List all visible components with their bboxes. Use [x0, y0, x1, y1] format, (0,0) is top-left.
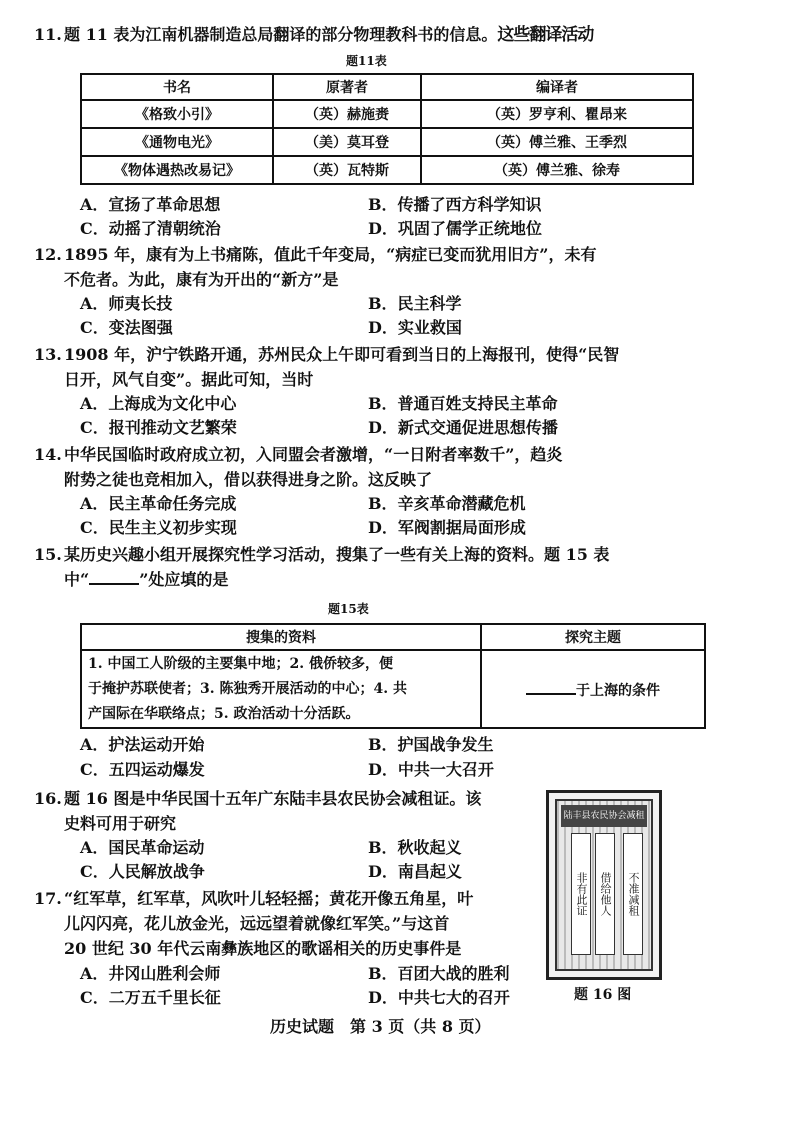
question-stem-line: 某历史兴趣小组开展探究性学习活动，搜集了一些有关上海的资料。题 15 表	[64, 545, 610, 564]
question-stem-line: 史料可用于研究	[64, 814, 177, 833]
certificate-column: 非有此证	[571, 833, 591, 955]
question-number: 13.	[34, 345, 62, 364]
question-stem-line: 日开，风气自变”。据此可知，当时	[64, 370, 314, 389]
option-c[interactable]: C．二万五千里长征	[80, 988, 221, 1007]
question-13	[34, 342, 774, 392]
question-stem-line: 20 世纪 30 年代云南彝族地区的歌谣相关的历史事件是	[64, 939, 462, 958]
option-a[interactable]: A．井冈山胜利会师	[80, 964, 221, 983]
question-number: 14.	[34, 445, 62, 464]
question-number: 11.	[34, 25, 62, 44]
table-cell: （英）傅兰雅、徐寿	[421, 156, 693, 184]
table-15	[80, 623, 706, 729]
question-stem-line: 中华民国临时政府成立初，入同盟会者激增，“一日附者率数千”，趋炎	[64, 445, 563, 464]
figure-16-caption: 题 16 图	[574, 987, 632, 1003]
option-d[interactable]: D．中共一大召开	[368, 760, 494, 779]
option-d[interactable]: D．中共七大的召开	[368, 988, 510, 1007]
table-header: 原著者	[273, 74, 421, 100]
question-14	[34, 442, 774, 492]
certificate-column: 借给他人	[595, 833, 615, 955]
option-b[interactable]: B．民主科学	[368, 294, 462, 313]
page-footer: 历史试题 第 3 页（共 8 页）	[270, 1017, 491, 1036]
option-d[interactable]: D．军阀割据局面形成	[368, 518, 526, 537]
question-stem-line: 题 16 图是中华民国十五年广东陆丰县农民协会减租证。该	[64, 789, 482, 808]
material-line: 于掩护苏联使者；3. 陈独秀开展活动的中心；4. 共	[88, 680, 407, 697]
answer-blank	[89, 569, 139, 585]
table-cell: 《通物电光》	[81, 128, 273, 156]
question-stem-line: 1908 年，沪宁铁路开通，苏州民众上午即可看到当日的上海报刊，使得“民智	[64, 345, 620, 364]
table-header: 探究主题	[481, 624, 705, 650]
certificate-column: 不准减租	[623, 833, 643, 955]
option-b[interactable]: B．辛亥革命潜藏危机	[368, 494, 526, 513]
material-line: 1. 中国工人阶级的主要集中地；2. 俄侨较多，便	[88, 655, 393, 672]
table-cell-topic	[481, 650, 705, 728]
table-11-title: 题11表	[346, 54, 387, 68]
question-15	[34, 542, 774, 592]
question-stem: 题 11 表为江南机器制造总局翻译的部分物理教科书的信息。	[64, 25, 498, 44]
question-stem-part: 中“	[64, 570, 90, 589]
question-number: 16.	[34, 789, 62, 808]
table-header: 编译者	[421, 74, 693, 100]
option-c[interactable]: C．动摇了清朝统治	[80, 219, 221, 238]
question-stem-line: 不危者。为此，康有为开出的“新方”是	[64, 270, 339, 289]
question-stem-line: “红军草，红军草，风吹叶儿轻轻摇；黄花开像五角星，叶	[64, 889, 474, 908]
option-a[interactable]: A．上海成为文化中心	[80, 394, 237, 413]
question-number: 17.	[34, 889, 62, 908]
table-cell: （美）莫耳登	[273, 128, 421, 156]
table-11	[80, 73, 694, 185]
topic-text: 于上海的条件	[576, 682, 660, 699]
option-b[interactable]: B．秋收起义	[368, 838, 462, 857]
question-11	[34, 22, 774, 48]
certificate-header: 陆丰县农民协会减租	[561, 805, 647, 827]
question-stem-part: ”处应填的是	[139, 570, 229, 589]
option-b[interactable]: B．护国战争发生	[368, 735, 494, 754]
option-a[interactable]: A．国民革命运动	[80, 838, 205, 857]
question-stem-line: 儿闪闪亮，花儿放金光，远远望着就像红军笑。”与这首	[64, 914, 450, 933]
table-cell: （英）瓦特斯	[273, 156, 421, 184]
option-a[interactable]: A．民主革命任务完成	[80, 494, 237, 513]
table-header: 搜集的资料	[81, 624, 481, 650]
table-cell: （英）赫施赉	[273, 100, 421, 128]
question-stem-line: 附势之徒也竞相加入，借以获得进身之阶。这反映了	[64, 470, 433, 489]
table-cell: （英）罗亨利、瞿昂来	[421, 100, 693, 128]
option-b[interactable]: B．传播了西方科学知识	[368, 195, 542, 214]
option-d[interactable]: D．巩固了儒学正统地位	[368, 219, 542, 238]
table-15-title: 题15表	[328, 602, 369, 616]
table-cell: 《物体遇热改易记》	[81, 156, 273, 184]
option-b[interactable]: B．普通百姓支持民主革命	[368, 394, 558, 413]
option-d[interactable]: D．实业救国	[368, 318, 462, 337]
material-line: 产国际在华联络点；5. 政治活动十分活跃。	[88, 705, 360, 722]
question-16	[34, 786, 544, 836]
option-d[interactable]: D．南昌起义	[368, 862, 462, 881]
handwritten-note: 这些翻译活动	[497, 25, 594, 45]
table-header: 书名	[81, 74, 273, 100]
option-c[interactable]: C．民生主义初步实现	[80, 518, 237, 537]
option-a[interactable]: A．师夷长技	[80, 294, 173, 313]
answer-blank	[526, 679, 576, 695]
option-d[interactable]: D．新式交通促进思想传播	[368, 418, 558, 437]
option-c[interactable]: C．报刊推动文艺繁荣	[80, 418, 237, 437]
question-12	[34, 242, 774, 292]
option-c[interactable]: C．变法图强	[80, 318, 173, 337]
table-cell: 《格致小引》	[81, 100, 273, 128]
option-a[interactable]: A．护法运动开始	[80, 735, 205, 754]
certificate-frame	[555, 799, 653, 971]
question-number: 12.	[34, 245, 62, 264]
question-stem-line: 1895 年，康有为上书痛陈，值此千年变局，“病症已变而犹用旧方”，未有	[64, 245, 597, 264]
option-c[interactable]: C．人民解放战争	[80, 862, 205, 881]
option-b[interactable]: B．百团大战的胜利	[368, 964, 510, 983]
question-17	[34, 886, 544, 961]
option-c[interactable]: C．五四运动爆发	[80, 760, 205, 779]
table-cell-material	[81, 650, 481, 728]
question-number: 15.	[34, 545, 62, 564]
rent-reduction-certificate-image	[546, 790, 662, 980]
option-a[interactable]: A．宣扬了革命思想	[80, 195, 221, 214]
table-cell: （英）傅兰雅、王季烈	[421, 128, 693, 156]
